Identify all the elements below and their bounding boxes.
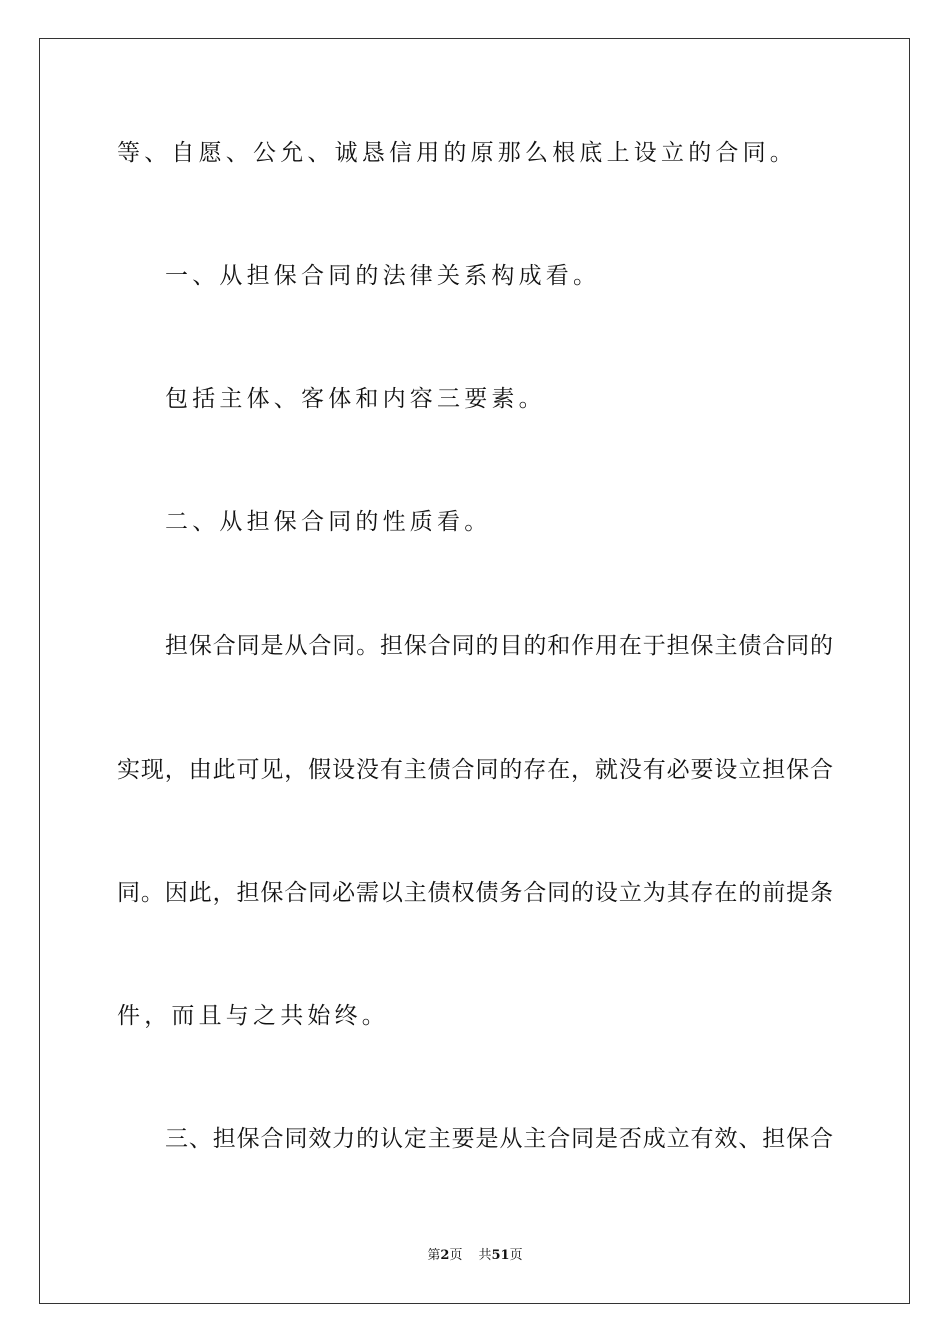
page-prefix: 第 bbox=[427, 1248, 441, 1263]
page-number: 2 bbox=[440, 1248, 450, 1263]
section-heading-1: 一、从担保合同的法律关系构成看。 bbox=[165, 263, 601, 289]
total-suffix: 页 bbox=[509, 1248, 523, 1263]
page-suffix: 页 bbox=[449, 1248, 463, 1263]
total-prefix: 共 bbox=[478, 1248, 492, 1263]
section-heading-2: 二、从担保合同的性质看。 bbox=[165, 509, 492, 535]
section-heading-3: 三、担保合同效力的认定主要是从主合同是否成立有效、担保合 bbox=[165, 1126, 833, 1152]
paragraph-line: 件，而且与之共始终。 bbox=[117, 1003, 389, 1029]
paragraph-line: 实现，由此可见，假设没有主债合同的存在，就没有必要设立担保合 bbox=[117, 757, 833, 783]
paragraph-line: 包括主体、客体和内容三要素。 bbox=[165, 386, 546, 412]
total-pages: 51 bbox=[491, 1248, 510, 1263]
paragraph-line: 等、自愿、公允、诚恳信用的原那么根底上设立的合同。 bbox=[117, 140, 797, 166]
paragraph-line: 同。因此，担保合同必需以主债权债务合同的设立为其存在的前提条 bbox=[117, 880, 833, 906]
paragraph-line: 担保合同是从合同。担保合同的目的和作用在于担保主债合同的 bbox=[165, 633, 833, 659]
page-border bbox=[39, 38, 910, 1304]
page-footer bbox=[0, 1246, 950, 1266]
